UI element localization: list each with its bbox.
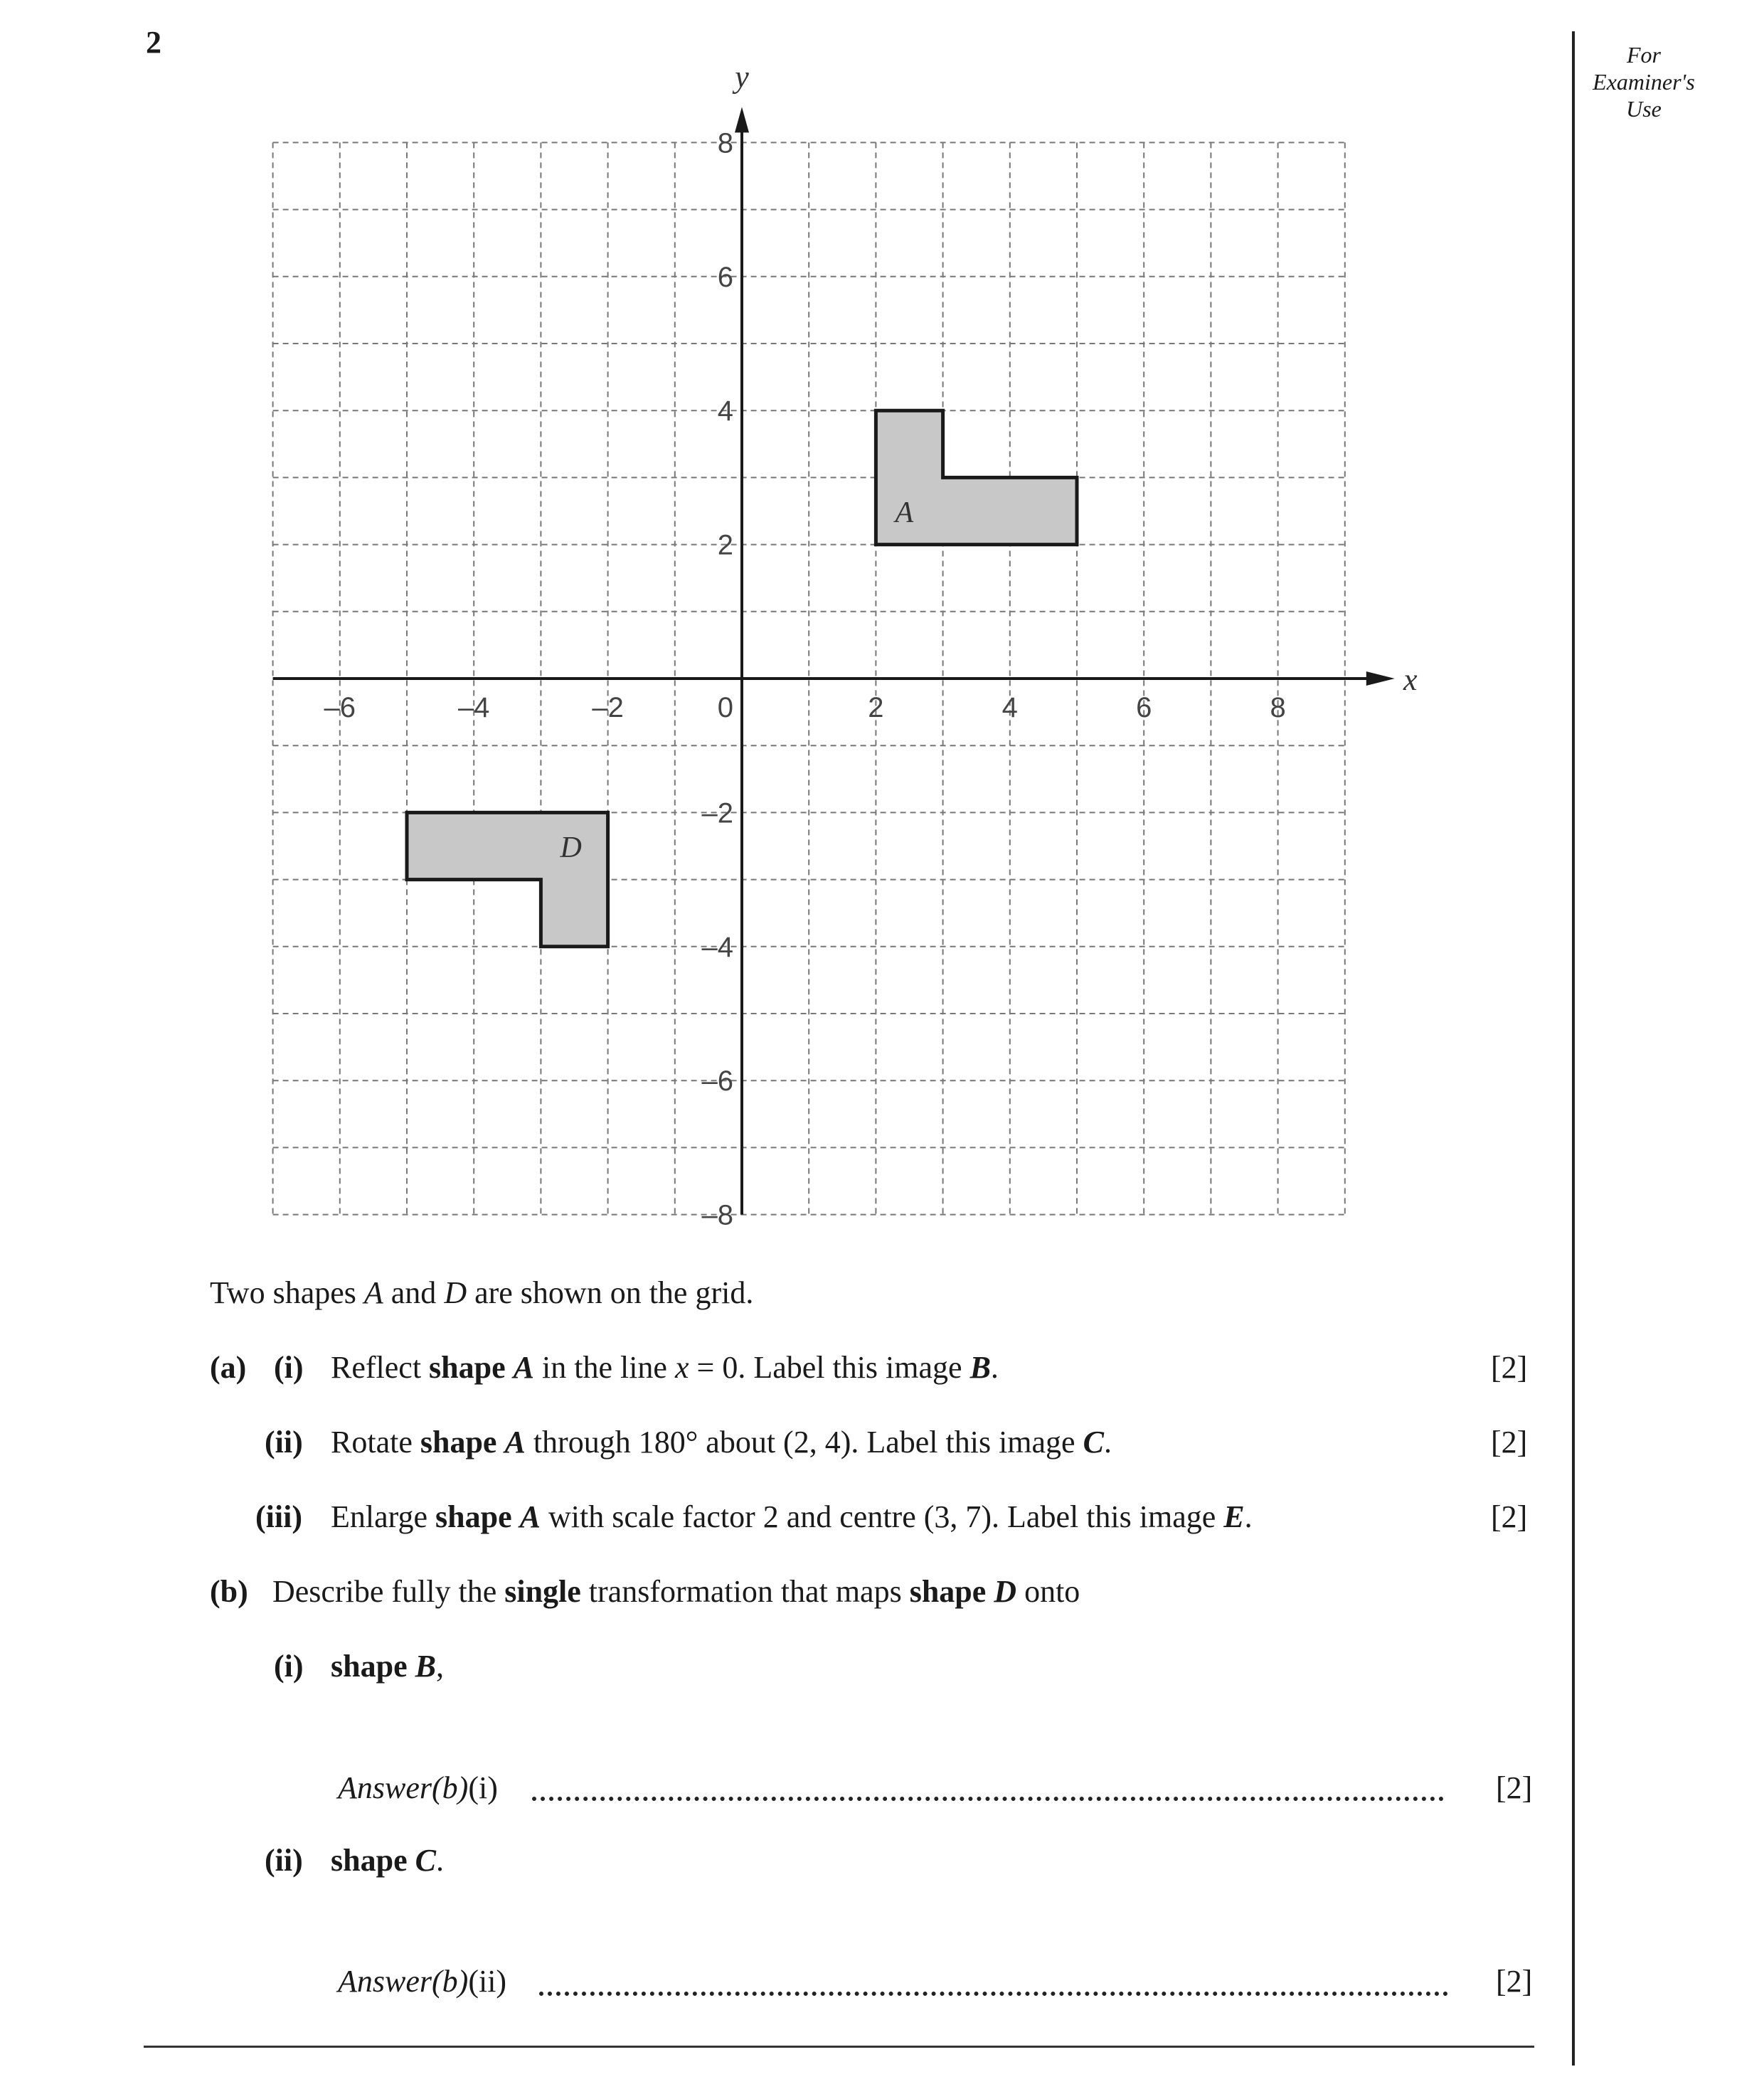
part-b: (b) Describe fully the single transformation that maps shape D onto — [210, 1574, 1080, 1609]
item-number: (i) — [274, 1649, 304, 1684]
y-tick-label: 6 — [717, 261, 733, 293]
x-tick-label: 4 — [1001, 692, 1018, 723]
x-axis-label: x — [1403, 662, 1418, 697]
x-tick-label: –6 — [324, 692, 356, 723]
y-axis-arrow — [735, 107, 749, 132]
marks-b-ii: [2] — [1496, 1964, 1533, 1999]
y-tick-label: 2 — [717, 529, 733, 561]
shape-label-d: D — [560, 831, 582, 865]
item-number: (ii) — [265, 1425, 303, 1460]
marks-a-ii: [2] — [1491, 1425, 1528, 1460]
y-tick-label: –2 — [701, 797, 733, 829]
answer-line-b-i[interactable] — [532, 1797, 1444, 1801]
part-b-label: (b) — [210, 1574, 248, 1609]
examiner-note-line: For — [1627, 42, 1661, 68]
answer-label-b-ii: Answer(b)(ii) — [338, 1964, 507, 1999]
y-tick-label: –4 — [701, 931, 733, 963]
item-number: (iii) — [255, 1499, 302, 1534]
part-a-i: (a) (i) Reflect shape A in the line x = 0. Label this image B. — [210, 1350, 999, 1385]
question-intro: Two shapes A and D are shown on the grid. — [210, 1275, 754, 1310]
marks-a-iii: [2] — [1491, 1499, 1528, 1534]
item-number: (ii) — [265, 1843, 303, 1878]
part-b-i: (i) shape B, — [274, 1649, 444, 1684]
answer-line-b-ii[interactable] — [539, 1992, 1448, 1996]
examiner-note-line: Use — [1626, 96, 1662, 122]
part-a-label: (a) — [210, 1350, 247, 1385]
origin-label: 0 — [717, 692, 733, 723]
shape-label-a: A — [895, 496, 914, 530]
part-a-iii: (iii) Enlarge shape A with scale factor 2 and centre (3, 7). Label this image E. — [255, 1499, 1253, 1534]
y-tick-label: 8 — [717, 127, 733, 159]
x-tick-label: 8 — [1270, 692, 1286, 723]
x-tick-label: 6 — [1136, 692, 1152, 723]
x-tick-label: –4 — [457, 692, 490, 723]
answer-label-b-i: Answer(b)(i) — [338, 1770, 498, 1805]
x-axis-arrow — [1366, 671, 1395, 686]
x-tick-label: 2 — [868, 692, 884, 723]
marks-a-i: [2] — [1491, 1350, 1528, 1385]
y-tick-label: –8 — [701, 1199, 733, 1231]
marks-b-i: [2] — [1496, 1770, 1533, 1805]
part-b-ii: (ii) shape C. — [265, 1843, 444, 1878]
examiner-note-line: Examiner's — [1593, 69, 1695, 95]
y-axis-label: y — [735, 59, 749, 95]
page-number: 2 — [146, 25, 161, 60]
part-a-ii: (ii) Rotate shape A through 180° about (2, 4). Label this image C. — [265, 1425, 1112, 1460]
x-tick-label: –2 — [592, 692, 624, 723]
axes — [273, 59, 1418, 1214]
bottom-rule — [144, 2046, 1534, 2048]
item-number: (i) — [274, 1350, 304, 1385]
y-tick-label: 4 — [717, 395, 733, 427]
y-tick-label: –6 — [701, 1065, 733, 1097]
